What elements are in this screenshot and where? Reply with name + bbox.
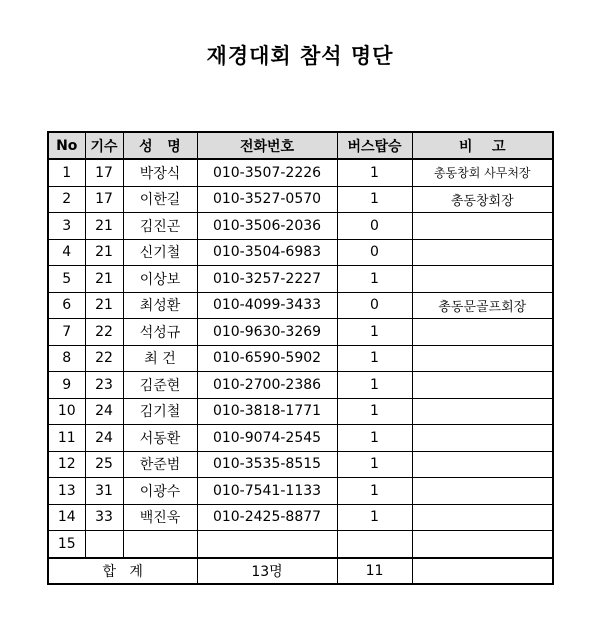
cell-name: 박장식 bbox=[123, 159, 197, 186]
table-row bbox=[48, 398, 553, 425]
table-row bbox=[48, 266, 553, 293]
cell-no: 13 bbox=[48, 478, 85, 505]
cell-bus: 1 bbox=[337, 425, 412, 452]
cell-name: 최 건 bbox=[123, 345, 197, 372]
cell-bus: 0 bbox=[337, 239, 412, 266]
cell-cohort: 17 bbox=[85, 159, 123, 186]
cell-cohort: 24 bbox=[85, 398, 123, 425]
table-row bbox=[48, 345, 553, 372]
cell-name bbox=[123, 531, 197, 558]
table-row bbox=[48, 292, 553, 319]
cell-name: 김준현 bbox=[123, 372, 197, 399]
table-row bbox=[48, 159, 553, 186]
cell-cohort: 21 bbox=[85, 266, 123, 293]
cell-phone: 010-2700-2386 bbox=[197, 372, 337, 399]
cell-no: 2 bbox=[48, 186, 85, 213]
cell-phone bbox=[197, 531, 337, 558]
cell-no: 8 bbox=[48, 345, 85, 372]
cell-note bbox=[412, 531, 553, 558]
cell-note bbox=[412, 319, 553, 346]
cell-name: 석성규 bbox=[123, 319, 197, 346]
cell-bus: 0 bbox=[337, 292, 412, 319]
header-no: No bbox=[48, 132, 85, 159]
cell-cohort: 31 bbox=[85, 478, 123, 505]
cell-note: 총동창회 사무처장 bbox=[412, 159, 553, 186]
cell-no: 5 bbox=[48, 266, 85, 293]
cell-bus bbox=[337, 531, 412, 558]
table-row bbox=[48, 239, 553, 266]
cell-cohort: 24 bbox=[85, 425, 123, 452]
cell-no: 3 bbox=[48, 213, 85, 240]
cell-name: 김기철 bbox=[123, 398, 197, 425]
cell-phone: 010-6590-5902 bbox=[197, 345, 337, 372]
cell-no: 4 bbox=[48, 239, 85, 266]
cell-cohort: 21 bbox=[85, 292, 123, 319]
cell-bus: 0 bbox=[337, 213, 412, 240]
cell-cohort: 25 bbox=[85, 451, 123, 478]
cell-note bbox=[412, 425, 553, 452]
table-row bbox=[48, 319, 553, 346]
cell-note: 총동창회장 bbox=[412, 186, 553, 213]
cell-cohort: 21 bbox=[85, 239, 123, 266]
header-row bbox=[48, 132, 553, 159]
cell-phone: 010-3527-0570 bbox=[197, 186, 337, 213]
cell-phone: 010-2425-8877 bbox=[197, 504, 337, 531]
cell-phone: 010-3257-2227 bbox=[197, 266, 337, 293]
cell-note bbox=[412, 398, 553, 425]
header-phone: 전화번호 bbox=[197, 132, 337, 159]
table-row bbox=[48, 531, 553, 558]
cell-name: 이한길 bbox=[123, 186, 197, 213]
cell-cohort: 21 bbox=[85, 213, 123, 240]
cell-note bbox=[412, 478, 553, 505]
cell-bus: 1 bbox=[337, 266, 412, 293]
table-row bbox=[48, 372, 553, 399]
total-note bbox=[412, 558, 553, 584]
cell-no: 12 bbox=[48, 451, 85, 478]
page-title: 재경대회 참석 명단 bbox=[206, 44, 394, 68]
cell-note bbox=[412, 372, 553, 399]
cell-bus: 1 bbox=[337, 345, 412, 372]
cell-name: 서동환 bbox=[123, 425, 197, 452]
cell-name: 이광수 bbox=[123, 478, 197, 505]
cell-phone: 010-9630-3269 bbox=[197, 319, 337, 346]
cell-cohort bbox=[85, 531, 123, 558]
cell-no: 10 bbox=[48, 398, 85, 425]
cell-phone: 010-3504-6983 bbox=[197, 239, 337, 266]
cell-name: 김진곤 bbox=[123, 213, 197, 240]
table-row bbox=[48, 186, 553, 213]
cell-bus: 1 bbox=[337, 372, 412, 399]
cell-cohort: 33 bbox=[85, 504, 123, 531]
cell-bus: 1 bbox=[337, 159, 412, 186]
cell-no: 14 bbox=[48, 504, 85, 531]
cell-bus: 1 bbox=[337, 478, 412, 505]
cell-bus: 1 bbox=[337, 451, 412, 478]
cell-note bbox=[412, 266, 553, 293]
cell-name: 이상보 bbox=[123, 266, 197, 293]
cell-cohort: 23 bbox=[85, 372, 123, 399]
cell-note bbox=[412, 213, 553, 240]
total-label: 합 계 bbox=[48, 558, 197, 584]
cell-phone: 010-7541-1133 bbox=[197, 478, 337, 505]
cell-no: 15 bbox=[48, 531, 85, 558]
cell-no: 6 bbox=[48, 292, 85, 319]
cell-cohort: 22 bbox=[85, 345, 123, 372]
cell-name: 한준범 bbox=[123, 451, 197, 478]
cell-no: 11 bbox=[48, 425, 85, 452]
cell-phone: 010-3818-1771 bbox=[197, 398, 337, 425]
attendee-table bbox=[47, 131, 554, 585]
header-note: 비 고 bbox=[412, 132, 553, 159]
cell-name: 신기철 bbox=[123, 239, 197, 266]
cell-bus: 1 bbox=[337, 504, 412, 531]
total-count: 13명 bbox=[197, 558, 337, 584]
header-name: 성 명 bbox=[123, 132, 197, 159]
cell-name: 백진욱 bbox=[123, 504, 197, 531]
cell-bus: 1 bbox=[337, 319, 412, 346]
table-row bbox=[48, 504, 553, 531]
cell-bus: 1 bbox=[337, 398, 412, 425]
header-bus: 버스탑승 bbox=[337, 132, 412, 159]
table-row bbox=[48, 425, 553, 452]
cell-note bbox=[412, 345, 553, 372]
header-cohort: 기수 bbox=[85, 132, 123, 159]
cell-note bbox=[412, 451, 553, 478]
cell-name: 최성환 bbox=[123, 292, 197, 319]
cell-no: 9 bbox=[48, 372, 85, 399]
cell-no: 7 bbox=[48, 319, 85, 346]
cell-bus: 1 bbox=[337, 186, 412, 213]
cell-phone: 010-3507-2226 bbox=[197, 159, 337, 186]
total-bus: 11 bbox=[337, 558, 412, 584]
cell-note bbox=[412, 239, 553, 266]
cell-no: 1 bbox=[48, 159, 85, 186]
table-row bbox=[48, 213, 553, 240]
cell-note: 총동문골프회장 bbox=[412, 292, 553, 319]
total-row bbox=[48, 558, 553, 584]
cell-phone: 010-4099-3433 bbox=[197, 292, 337, 319]
cell-cohort: 22 bbox=[85, 319, 123, 346]
cell-note bbox=[412, 504, 553, 531]
table-row bbox=[48, 451, 553, 478]
cell-phone: 010-3506-2036 bbox=[197, 213, 337, 240]
cell-phone: 010-9074-2545 bbox=[197, 425, 337, 452]
cell-phone: 010-3535-8515 bbox=[197, 451, 337, 478]
cell-cohort: 17 bbox=[85, 186, 123, 213]
table-row bbox=[48, 478, 553, 505]
